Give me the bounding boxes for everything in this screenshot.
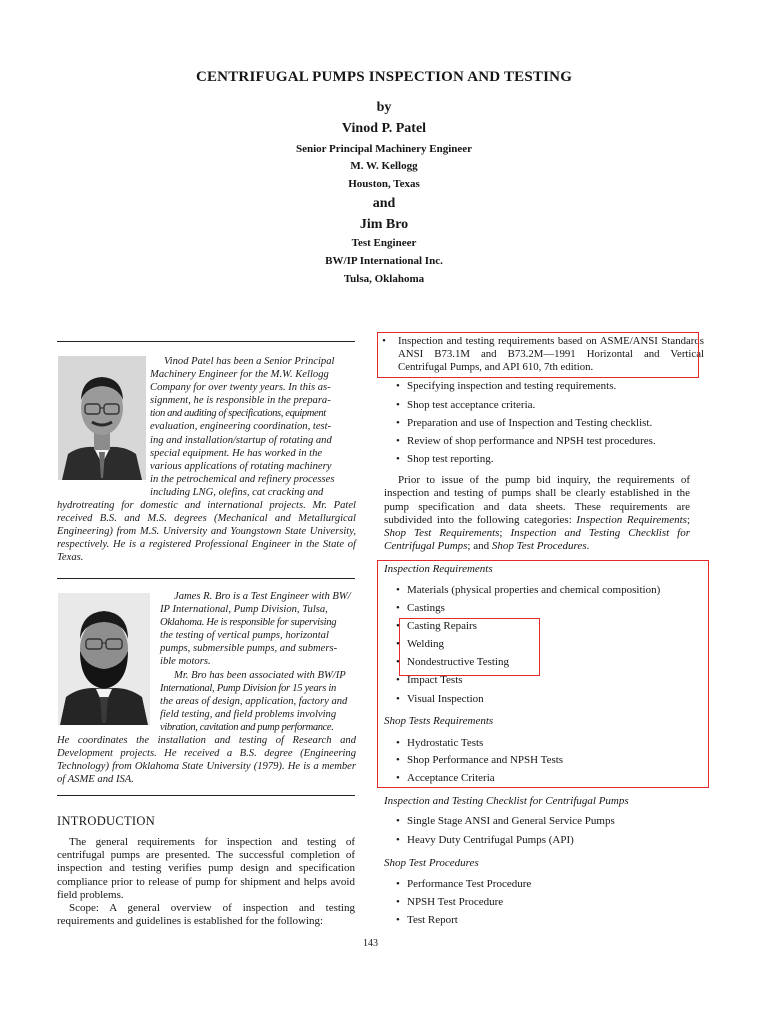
category-procedures: Shop Test Procedures [491,540,587,553]
section-item: • Casting Repairs [396,620,477,632]
bio1-line: Machinery Engineer for the M.W. Kellogg [150,369,329,381]
bio2-line: the testing of vertical pumps, horizontal [160,630,329,642]
scope-item: • Specifying inspection and testing requirements. [396,380,617,392]
section-item: • Impact Tests [396,674,463,686]
bio2-line: IP International, Pump Division, Tulsa, [160,604,328,616]
bio1-line: special equipment. He has worked in the [150,447,323,459]
bullet: • [382,335,386,347]
section-item: • Test Report [396,914,458,926]
bio2-wrap-block [57,734,356,786]
highlight-box-repairs-welding-ndt [399,618,540,676]
section-item: • Visual Inspection [396,693,484,705]
section-item: • Hydrostatic Tests [396,737,484,749]
author1-company: M. W. Kellogg [350,160,418,172]
bio2-line: vibration, cavitation and pump performance. [160,721,334,733]
bio2-line: Mr. Bro has been associated with BW/IP [174,669,346,681]
highlight-box-standards [377,332,699,378]
bio2-line: Oklahoma. He is responsible for supervising [160,617,337,629]
scope-item: • Shop test reporting. [396,453,494,465]
page-number: 143 [363,938,378,949]
author1-portrait-image [58,356,146,480]
bio2-line: James R. Bro is a Test Engineer with BW/ [174,591,351,602]
section-item: • NPSH Test Procedure [396,896,504,908]
bio1-line: signment, he is responsible in the prepara- [150,395,331,407]
bio1-line: various applications of rotating machinery [150,460,332,472]
requirements-text: Prior to issue of the pump bid inquiry, the requirements of inspection and testing of pumps shall be clearly established in the pump specification and data sheets. These requirements are subdivided into the following categories: [384,474,690,526]
bio1-text-block [150,355,356,499]
section-item: • Welding [396,638,444,650]
author2-role: Test Engineer [351,237,417,249]
section-item: • Shop Performance and NPSH Tests [396,754,564,766]
author1-name: Vinod P. Patel [341,121,427,136]
author1-photo [58,356,146,480]
author-conjunction: and [372,196,396,211]
bio2-text-block [160,590,356,734]
introduction-heading: INTRODUCTION [57,814,156,828]
introduction-scope-paragraph: Scope: A general overview of inspection and testing requirements and guidelines is established for the following: [57,902,355,928]
bio1-top-rule [57,341,355,342]
bio1-line: including LNG, olefins, cat cracking and [150,486,324,498]
section-item: • Heavy Duty Centrifugal Pumps (API) [396,834,574,846]
bio1-line: ing and installation/startup of rotating and [150,434,332,446]
category-shop-test: Shop Test Requirements [384,527,500,540]
author1-role: Senior Principal Machinery Engineer [295,143,473,155]
section-item: • Castings [396,602,445,614]
scope-item: • Preparation and use of Inspection and Testing checklist. [396,417,653,429]
author2-location: Tulsa, Oklahoma [343,273,425,285]
section-heading: Shop Tests Requirements [384,715,494,727]
bio2-line: pumps, submersible pumps, and submers- [160,643,338,655]
bio1-wrap-block [57,499,356,564]
category-inspection: Inspection Requirements [576,513,687,526]
section-heading: Inspection Requirements [384,563,493,575]
section-item: • Single Stage ANSI and General Service Pumps [396,815,615,827]
bio1-line: evaluation, engineering coordination, test- [150,421,332,433]
introduction-paragraph: The general requirements for inspection and testing of centrifugal pumps are presented. The successful completion of inspection and testing verifies pump design and specification compliance prior to release of pump for shipment and helps avoid field problems. [57,836,355,901]
section-item: • Nondestructive Testing [396,656,509,668]
bio2-line: field testing, and field problems involving [160,708,337,720]
author1-location: Houston, Texas [348,178,420,190]
author2-photo [58,593,150,725]
category-checklist: Inspection and Testing Checklist for Centrifugal Pumps [384,527,691,553]
bio2-line: the areas of design, application, factory and [160,695,348,707]
requirements-paragraph: Prior to issue of the pump bid inquiry, the requirements of inspection and testing of pumps shall be clearly established in the pump specification and data sheets. These requirements are subdivided into the following categories: Inspection Requirements; Shop Test Requirements; Inspection and Testing Checklist for Centrifugal Pumps; and Shop Test Procedures. [384,474,691,553]
bio1-line: in the petrochemical and refinery processes [150,473,335,485]
author2-portrait-image [58,593,150,725]
bio1-wrap-text: hydrotreating for domestic and international projects. Mr. Patel received B.S. and M.S. degrees (Mechanical and Metallurgical Engineering) from M.S. University and Youngstown State University, respectively. He is a registered Professional Engineer in the State of Texas. [57,500,356,564]
introduction-text [57,836,355,928]
author2-company: BW/IP International Inc. [325,255,443,267]
bio1-line: tion and auditing of specifications, equipment [150,408,326,420]
bio2-top-rule [57,578,355,579]
scope-item: • Review of shop performance and NPSH test procedures. [396,435,656,447]
bio2-wrap-text: He coordinates the installation and testing of Research and Development projects. He received a B.S. degree (Engineering Technology) from Oklahoma State University (1979). He is a member of ASME and ISA. [57,735,356,786]
byline: by [376,100,392,115]
bio2-line: ible motors. [160,656,211,668]
section-item: • Materials (physical properties and chemical composition) [396,584,661,596]
scope-item: • Shop test acceptance criteria. [396,399,536,411]
paper-title: CENTRIFUGAL PUMPS INSPECTION AND TESTING [195,69,573,85]
bio2-line: International, Pump Division for 15 years in [160,682,337,694]
section-item: • Performance Test Procedure [396,878,532,890]
bio1-line: Vinod Patel has been a Senior Principal [164,356,335,367]
author2-name: Jim Bro [359,217,409,232]
section-heading: Inspection and Testing Checklist for Centrifugal Pumps [384,795,629,807]
section-heading: Shop Test Procedures [384,857,479,869]
section-item: • Acceptance Criteria [396,772,495,784]
bio1-line: Company for over twenty years. In this as- [150,382,331,394]
bio2-bottom-rule [57,795,355,796]
scope-first-item-text: Inspection and testing requirements based on ASME/ANSI Standards ANSI B73.1M and B73.2M—1991 Horizontal and Vertical Centrifugal Pumps, and API 610, 7th edition. [398,335,704,373]
